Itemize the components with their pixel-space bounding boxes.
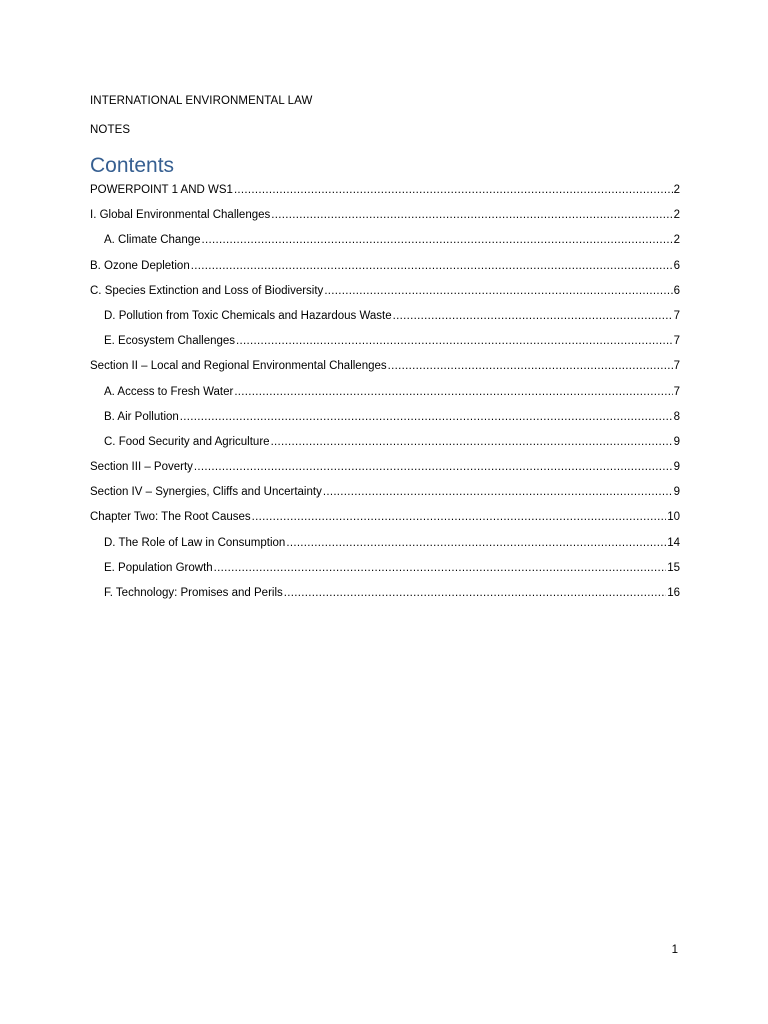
- toc-entry-page[interactable]: 8: [673, 410, 680, 423]
- toc-entry-page[interactable]: 2: [673, 184, 680, 196]
- toc-entry-label[interactable]: E. Ecosystem Challenges: [104, 335, 236, 348]
- toc-dot-leader: [393, 310, 673, 322]
- toc-dot-leader: [284, 587, 666, 599]
- toc-entry-page[interactable]: 6: [673, 284, 680, 297]
- toc-dot-leader: [271, 209, 672, 221]
- toc-entry[interactable]: [90, 562, 680, 587]
- toc-dot-leader: [271, 436, 673, 448]
- toc-entry-page[interactable]: 15: [667, 561, 680, 574]
- toc-entry[interactable]: [90, 486, 680, 511]
- toc-entry-label[interactable]: POWERPOINT 1 AND WS1: [90, 184, 233, 196]
- toc-entry-page[interactable]: 7: [673, 335, 680, 348]
- toc-dot-leader: [324, 285, 672, 297]
- toc-entry-page[interactable]: 9: [673, 435, 680, 448]
- toc-entry-label[interactable]: D. Pollution from Toxic Chemicals and Hazardous Waste: [104, 309, 392, 322]
- toc-entry-label[interactable]: F. Technology: Promises and Perils: [104, 587, 283, 599]
- toc-entry-page[interactable]: 9: [673, 486, 680, 499]
- toc-dot-leader: [252, 511, 667, 523]
- toc-dot-leader: [214, 562, 667, 574]
- toc-dot-leader: [286, 537, 666, 549]
- toc-entry[interactable]: [90, 234, 680, 259]
- toc-dot-leader: [234, 386, 672, 398]
- toc-entry-label[interactable]: D. The Role of Law in Consumption: [104, 536, 286, 549]
- toc-entry-page[interactable]: 10: [667, 511, 680, 524]
- toc-entry[interactable]: [90, 587, 680, 612]
- document-title: INTERNATIONAL ENVIRONMENTAL LAW: [90, 95, 313, 107]
- toc-entry-label[interactable]: Chapter Two: The Root Causes: [90, 511, 251, 524]
- toc-dot-leader: [194, 461, 673, 473]
- toc-entry[interactable]: [90, 436, 680, 461]
- toc-entry-label[interactable]: C. Food Security and Agriculture: [104, 435, 270, 448]
- toc-heading: Contents: [90, 154, 175, 177]
- toc-entry-page[interactable]: 7: [673, 385, 680, 398]
- toc-entry-page[interactable]: 16: [667, 587, 680, 599]
- toc-entry-label[interactable]: B. Ozone Depletion: [90, 259, 190, 272]
- toc-dot-leader: [191, 260, 673, 272]
- toc-entry[interactable]: [90, 310, 680, 335]
- toc-dot-leader: [202, 234, 673, 246]
- toc-entry[interactable]: [90, 184, 680, 209]
- toc-dot-leader: [236, 335, 673, 347]
- toc-entry[interactable]: [90, 285, 680, 310]
- toc-entry-label[interactable]: A. Climate Change: [104, 234, 201, 247]
- toc-entry[interactable]: [90, 537, 680, 562]
- toc-entry-label[interactable]: E. Population Growth: [104, 561, 213, 574]
- toc-dot-leader: [388, 360, 673, 372]
- toc-entry-label[interactable]: Section IV – Synergies, Cliffs and Uncertainty: [90, 486, 322, 499]
- toc-entry-page[interactable]: 2: [673, 234, 680, 247]
- page-number: 1: [671, 944, 678, 956]
- toc-entry-page[interactable]: 7: [673, 360, 680, 373]
- toc-entry[interactable]: [90, 335, 680, 360]
- toc-entry[interactable]: [90, 511, 680, 536]
- toc-dot-leader: [180, 411, 673, 423]
- toc-entry-label[interactable]: C. Species Extinction and Loss of Biodiversity: [90, 284, 324, 297]
- toc-entry-label[interactable]: A. Access to Fresh Water: [104, 385, 234, 398]
- toc-dot-leader: [234, 184, 673, 196]
- toc-dot-leader: [323, 486, 673, 498]
- toc-entry[interactable]: [90, 360, 680, 385]
- table-of-contents: [90, 184, 680, 612]
- toc-entry-page[interactable]: 9: [673, 461, 680, 474]
- toc-entry-page[interactable]: 14: [667, 536, 680, 549]
- toc-entry-label[interactable]: Section III – Poverty: [90, 461, 193, 474]
- toc-entry-label[interactable]: I. Global Environmental Challenges: [90, 209, 271, 222]
- toc-entry-page[interactable]: 2: [673, 209, 680, 222]
- toc-entry-page[interactable]: 7: [673, 309, 680, 322]
- toc-entry[interactable]: [90, 386, 680, 411]
- toc-entry[interactable]: [90, 411, 680, 436]
- toc-entry-label[interactable]: Section II – Local and Regional Environmental Challenges: [90, 360, 387, 373]
- toc-entry-label[interactable]: B. Air Pollution: [104, 410, 179, 423]
- document-subtitle: NOTES: [90, 124, 131, 136]
- toc-entry[interactable]: [90, 461, 680, 486]
- toc-entry[interactable]: [90, 260, 680, 285]
- toc-entry[interactable]: [90, 209, 680, 234]
- toc-entry-page[interactable]: 6: [673, 259, 680, 272]
